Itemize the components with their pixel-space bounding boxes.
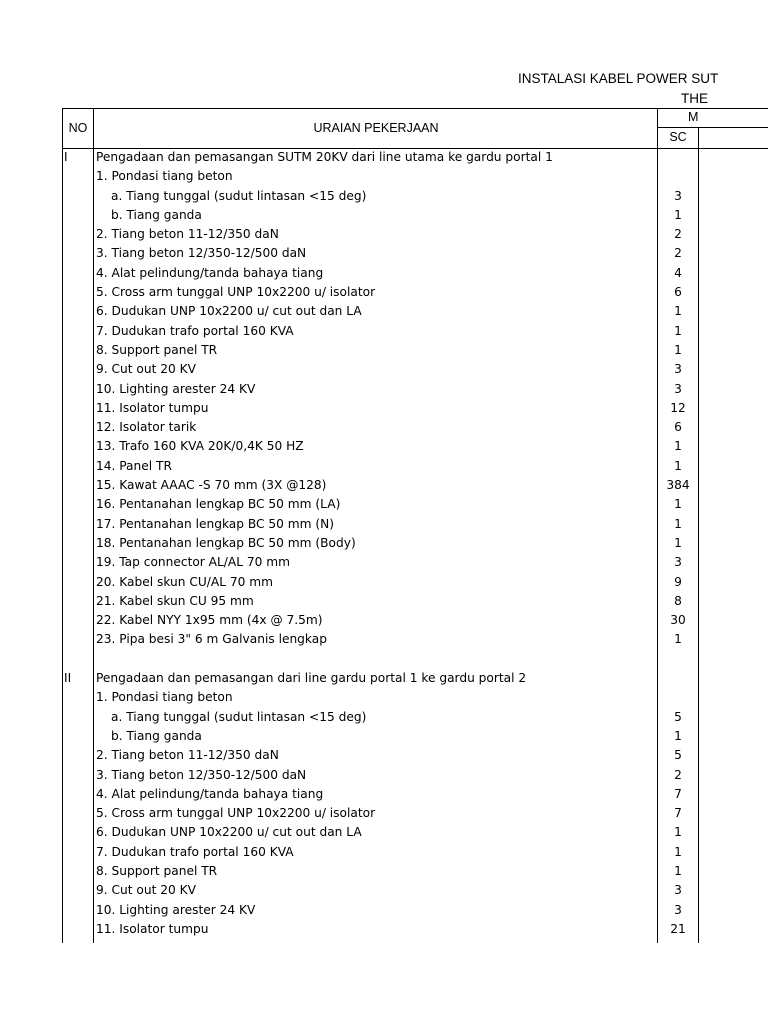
- row-quantity: 7: [674, 786, 682, 801]
- table-row: [62, 920, 762, 939]
- table-row: [62, 418, 762, 437]
- row-description: 6. Dudukan UNP 10x2200 u/ cut out dan LA: [96, 825, 362, 840]
- row-description: a. Tiang tunggal (sudut lintasan <15 deg): [111, 709, 367, 724]
- table-row: [62, 225, 762, 244]
- table-row: [62, 264, 762, 283]
- row-quantity: 8: [674, 593, 682, 608]
- table-row: [62, 495, 762, 514]
- table-row: [62, 283, 762, 302]
- row-quantity: 1: [674, 728, 682, 743]
- row-description: 18. Pentanahan lengkap BC 50 mm (Body): [96, 535, 356, 550]
- row-description: 19. Tap connector AL/AL 70 mm: [96, 555, 291, 570]
- table-row: [62, 457, 762, 476]
- row-description: 10. Lighting arester 24 KV: [96, 902, 256, 917]
- row-description: 7. Dudukan trafo portal 160 KVA: [96, 844, 294, 859]
- table-row: [62, 881, 762, 900]
- row-description: 11. Isolator tumpu: [96, 400, 209, 415]
- row-quantity: 3: [674, 555, 682, 570]
- row-quantity: 1: [674, 632, 682, 647]
- row-quantity: 12: [670, 400, 686, 415]
- row-description: 9. Cut out 20 KV: [96, 883, 196, 898]
- table-row: [62, 476, 762, 495]
- table-row: [62, 360, 762, 379]
- row-description: 7. Dudukan trafo portal 160 KVA: [96, 323, 294, 338]
- row-description: a. Tiang tunggal (sudut lintasan <15 deg): [111, 188, 367, 203]
- row-description: 3. Tiang beton 12/350-12/500 daN: [96, 246, 307, 261]
- row-description: 13. Trafo 160 KVA 20K/0,4K 50 HZ: [96, 439, 304, 454]
- row-description: 23. Pipa besi 3" 6 m Galvanis lengkap: [96, 632, 327, 647]
- row-quantity: 7: [674, 806, 682, 821]
- row-description: 2. Tiang beton 11-12/350 daN: [96, 748, 279, 763]
- row-description: 21. Kabel skun CU 95 mm: [96, 593, 254, 608]
- row-quantity: 9: [674, 574, 682, 589]
- header-no: NO: [68, 121, 88, 135]
- table-row: [62, 302, 762, 321]
- row-description: 15. Kawat AAAC -S 70 mm (3X @128): [96, 478, 327, 493]
- table-row: [62, 148, 762, 167]
- row-quantity: 1: [674, 458, 682, 473]
- row-description: 5. Cross arm tunggal UNP 10x2200 u/ isolator: [96, 285, 376, 300]
- table-row: [62, 611, 762, 630]
- table-row: [62, 167, 762, 186]
- row-quantity: 1: [674, 323, 682, 338]
- row-description: 6. Dudukan UNP 10x2200 u/ cut out dan LA: [96, 304, 362, 319]
- table-row: [62, 650, 762, 669]
- table-row: [62, 766, 762, 785]
- table-row: [62, 244, 762, 263]
- row-quantity: 1: [674, 439, 682, 454]
- row-description: 5. Cross arm tunggal UNP 10x2200 u/ isolator: [96, 806, 376, 821]
- table-row: [62, 380, 762, 399]
- row-quantity: 1: [674, 863, 682, 878]
- table-row: [62, 746, 762, 765]
- row-description: 2. Tiang beton 11-12/350 daN: [96, 227, 279, 242]
- header-sc: SC: [669, 130, 687, 144]
- row-description: b. Tiang ganda: [111, 207, 202, 222]
- row-quantity: 3: [674, 902, 682, 917]
- row-description: 22. Kabel NYY 1x95 mm (4x @ 7.5m): [96, 613, 323, 628]
- table-row: [62, 341, 762, 360]
- row-description: 10. Lighting arester 24 KV: [96, 381, 256, 396]
- row-number: II: [64, 671, 72, 686]
- row-quantity: 5: [674, 748, 682, 763]
- row-description: Pengadaan dan pemasangan SUTM 20KV dari line utama ke gardu portal 1: [96, 150, 553, 164]
- row-description: 8. Support panel TR: [96, 342, 218, 357]
- row-description: 14. Panel TR: [96, 458, 172, 473]
- row-quantity: 1: [674, 497, 682, 512]
- row-quantity: 3: [674, 362, 682, 377]
- row-description: b. Tiang ganda: [111, 728, 202, 743]
- row-description: 9. Cut out 20 KV: [96, 362, 196, 377]
- table-row: [62, 206, 762, 225]
- row-description: 1. Pondasi tiang beton: [96, 690, 233, 705]
- table-row: [62, 630, 762, 649]
- row-quantity: 2: [674, 767, 682, 782]
- row-description: Pengadaan dan pemasangan dari line gardu portal 1 ke gardu portal 2: [96, 671, 527, 686]
- row-quantity: 1: [674, 535, 682, 550]
- table-row: [62, 399, 762, 418]
- row-quantity: 6: [674, 285, 682, 300]
- table-row: [62, 322, 762, 341]
- header-divider: [93, 108, 94, 148]
- row-quantity: 3: [674, 188, 682, 203]
- table-row: [62, 862, 762, 881]
- table-row: [62, 708, 762, 727]
- table-row: [62, 592, 762, 611]
- document-title: INSTALASI KABEL POWER SUT: [518, 71, 719, 86]
- row-description: 4. Alat pelindung/tanda bahaya tiang: [96, 265, 324, 280]
- table-body: [62, 148, 762, 939]
- table-row: [62, 515, 762, 534]
- table-row: [62, 901, 762, 920]
- row-quantity: 4: [674, 265, 682, 280]
- row-quantity: 1: [674, 342, 682, 357]
- row-description: 16. Pentanahan lengkap BC 50 mm (LA): [96, 497, 341, 512]
- table-row: [62, 534, 762, 553]
- table-row: [62, 669, 762, 688]
- table-row: [62, 437, 762, 456]
- row-quantity: 1: [674, 304, 682, 319]
- table-row: [62, 573, 762, 592]
- header-m: M: [688, 110, 699, 124]
- row-quantity: 1: [674, 825, 682, 840]
- table-row: [62, 804, 762, 823]
- table-row: [62, 187, 762, 206]
- row-quantity: 1: [674, 207, 682, 222]
- row-description: 4. Alat pelindung/tanda bahaya tiang: [96, 786, 324, 801]
- row-description: 8. Support panel TR: [96, 863, 218, 878]
- row-quantity: 384: [666, 478, 690, 493]
- document-subtitle: THE: [681, 91, 708, 106]
- row-quantity: 1: [674, 844, 682, 859]
- row-description: 20. Kabel skun CU/AL 70 mm: [96, 574, 274, 589]
- row-quantity: 3: [674, 883, 682, 898]
- row-quantity: 2: [674, 246, 682, 261]
- row-quantity: 3: [674, 381, 682, 396]
- row-description: 1. Pondasi tiang beton: [96, 169, 233, 184]
- row-quantity: 30: [670, 613, 686, 628]
- table-row: [62, 553, 762, 572]
- row-quantity: 2: [674, 227, 682, 242]
- table-row: [62, 785, 762, 804]
- row-description: 17. Pentanahan lengkap BC 50 mm (N): [96, 516, 335, 531]
- header-divider: [698, 127, 699, 148]
- table-row: [62, 823, 762, 842]
- row-quantity: 6: [674, 420, 682, 435]
- table-row: [62, 727, 762, 746]
- row-quantity: 5: [674, 709, 682, 724]
- table-row: [62, 688, 762, 707]
- row-description: 12. Isolator tarik: [96, 420, 197, 435]
- row-description: 11. Isolator tumpu: [96, 921, 209, 936]
- table-row: [62, 843, 762, 862]
- row-description: 3. Tiang beton 12/350-12/500 daN: [96, 767, 307, 782]
- row-quantity: 21: [670, 921, 686, 936]
- row-quantity: 1: [674, 516, 682, 531]
- row-number: I: [64, 150, 68, 164]
- header-uraian: URAIAN PEKERJAAN: [313, 121, 439, 135]
